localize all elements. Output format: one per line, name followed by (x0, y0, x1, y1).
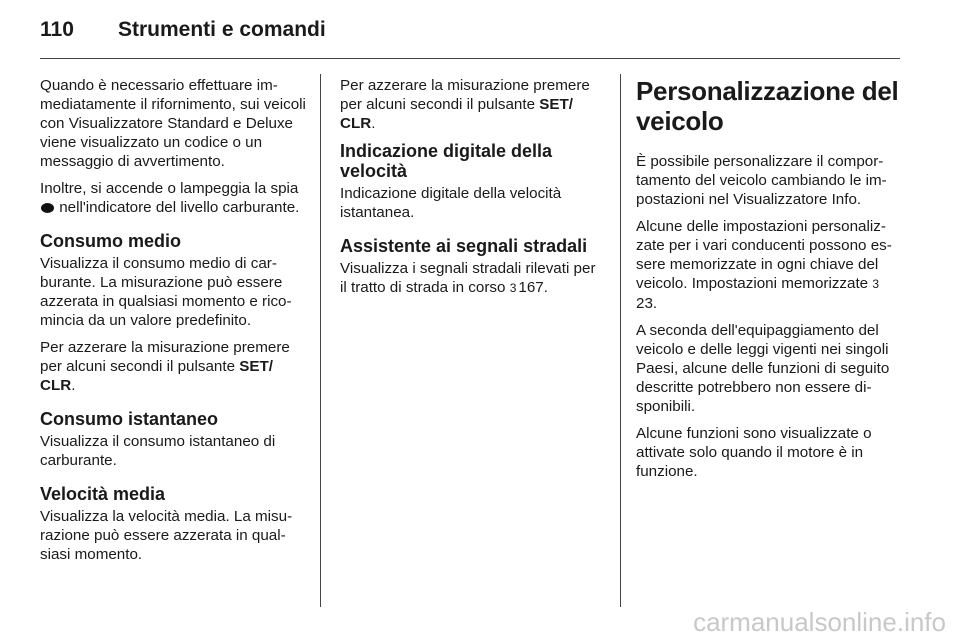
page-number: 110 (40, 18, 74, 41)
column-divider (320, 74, 321, 607)
page-reference-arrow-icon: 3 (509, 281, 517, 295)
page-reference-link[interactable]: 167 (518, 279, 544, 296)
header-rule (40, 58, 900, 59)
fuel-warning-lamp-icon (41, 203, 54, 213)
set-clr-button-label: SET/ CLR (40, 358, 274, 394)
column-2 (340, 76, 606, 306)
paragraph-assistente-segnali: Visualizza i segnali stradali rilevati per il tratto di strada in corso 3 167. (340, 260, 596, 296)
heading-indicazione-digitale: Indicazione digitale della velocità (340, 141, 553, 181)
heading-consumo-istantaneo: Consumo istantaneo (40, 409, 219, 429)
section-title: Strumenti e comandi (118, 18, 326, 41)
set-clr-button-label: SET/ CLR (340, 96, 574, 132)
paragraph-equipaggiamento: A seconda dell'equipaggiamento del veicolo e delle leggi vigenti nei singoli Paesi, alcune delle funzioni di seguito descritte potrebbero non essere disponibili. (636, 322, 890, 415)
paragraph-velocita-media: Visualizza la velocità media. La misurazione può essere azzerata in qualsiasi momento. (40, 508, 293, 563)
paragraph-reset-instruction: Per azzerare la misurazione premere per alcuni secondi il pulsante SET/ CLR. (340, 77, 590, 132)
paragraph-personalizzazione-intro: È possibile personalizzare il comportamento del veicolo cambiando le impostazioni nel Visualizzatore Info. (636, 153, 887, 208)
heading-velocita-media: Velocità media (40, 484, 166, 504)
paragraph-impostazioni-memorizzate: Alcune delle impostazioni personalizzate per i vari conducenti possono essere memorizzate in ogni chiave del veicolo. Impostazioni memorizzate 323. (636, 218, 892, 312)
page-reference-link[interactable]: 23 (636, 295, 653, 312)
section-heading-personalizzazione: Personalizzazione del veicolo (636, 76, 899, 136)
paragraph-reset-instruction: Per azzerare la misurazione premere per alcuni secondi il pulsante SET/ CLR. (40, 339, 290, 394)
heading-consumo-medio: Consumo medio (40, 231, 182, 251)
page-reference-arrow-icon: 3 (872, 277, 880, 291)
watermark: carmanualsonline.info (693, 607, 946, 637)
paragraph-indicazione-digitale: Indicazione digitale della velocità istantanea. (340, 185, 562, 221)
column-3 (636, 76, 902, 489)
paragraph-consumo-istantaneo: Visualizza il consumo istantaneo di carburante. (40, 433, 276, 469)
paragraph-consumo-medio: Visualizza il consumo medio di carburante. La misurazione può essere azzerata in qualsiasi momento e ricomincia da un valore predefinito. (40, 255, 292, 329)
paragraph-fuel-warning: Quando è necessario effettuare immediatamente il rifornimento, sui veicoli con Visualizzatore Standard e Deluxe viene visualizzato un codice o un messaggio di avvertimento. (40, 77, 306, 170)
column-divider (620, 74, 621, 607)
heading-assistente-segnali: Assistente ai segnali stradali (340, 236, 588, 256)
paragraph-fuel-lamp: Inoltre, si accende o lampeggia la spia nell'indicatore del livello carburante. (40, 180, 300, 216)
column-1 (40, 76, 306, 572)
paragraph-funzioni-motore: Alcune funzioni sono visualizzate o attivate solo quando il motore è in funzione. (636, 425, 872, 480)
